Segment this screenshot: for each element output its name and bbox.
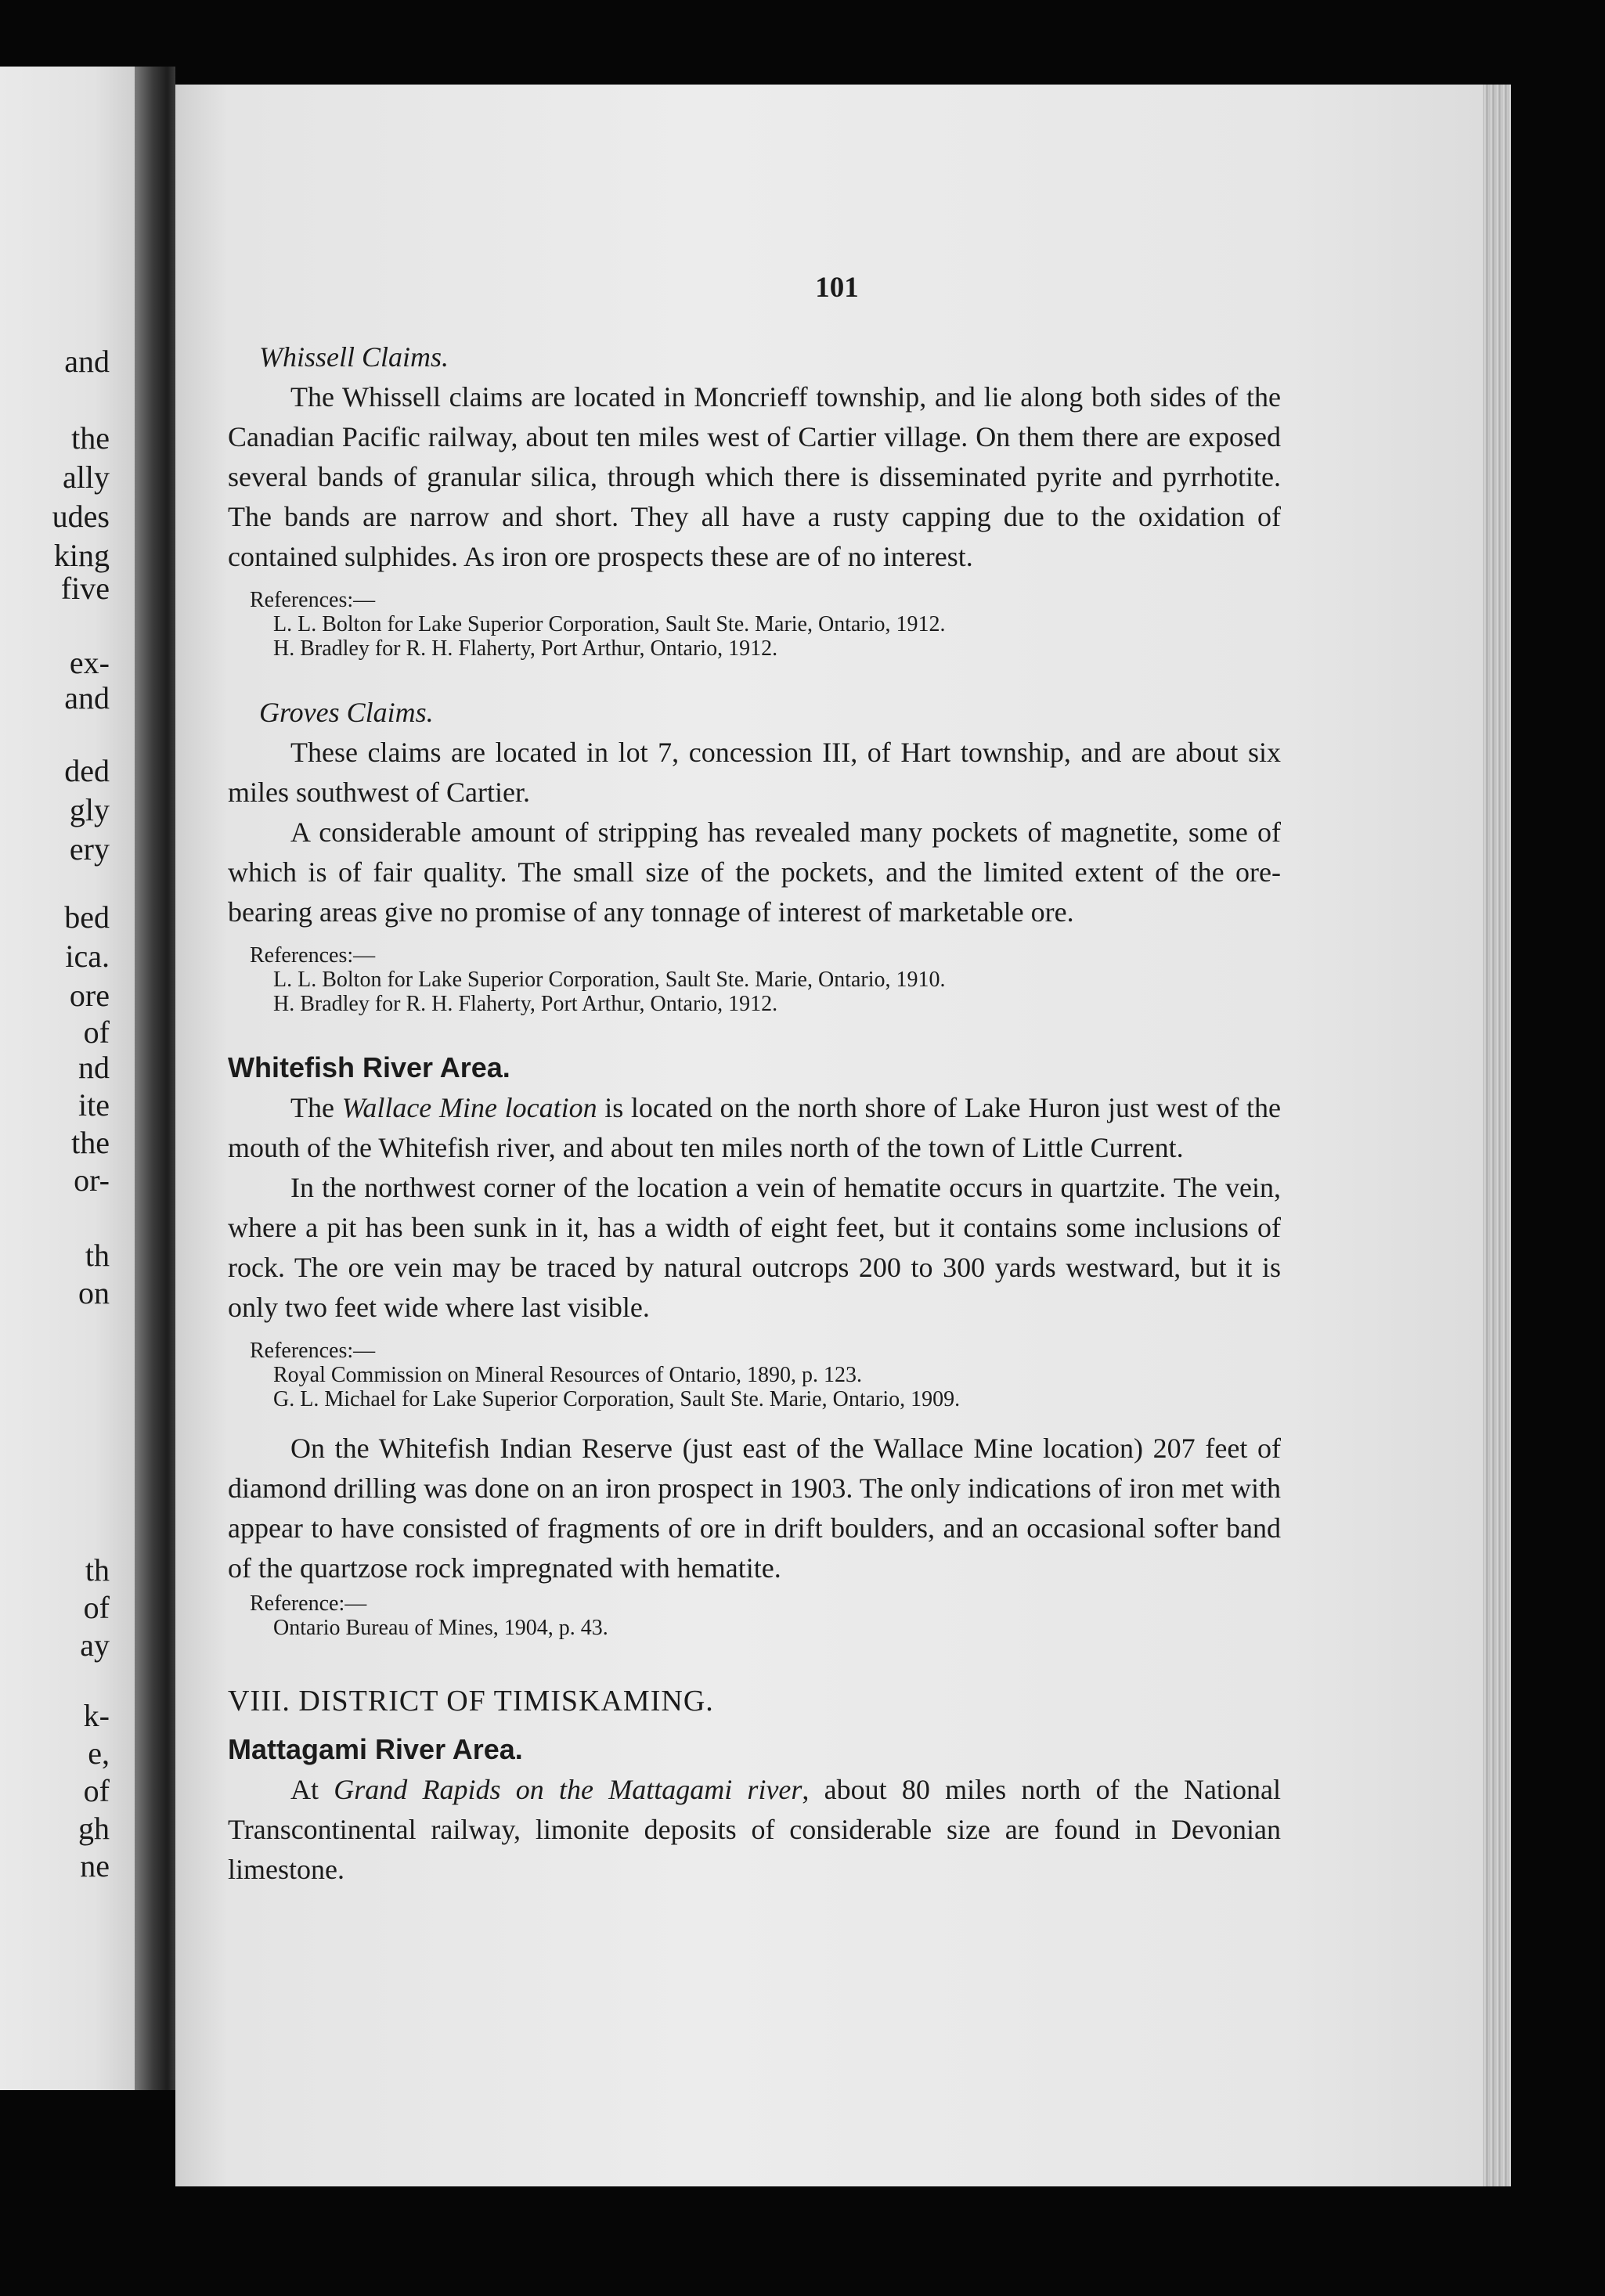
reference-item: Ontario Bureau of Mines, 1904, p. 43.: [273, 1616, 608, 1640]
groves-paragraph: A considerable amount of stripping has revealed many pockets of magnetite, some of which is of fair quality. The small size of the pockets, and the limited extent of the ore-bearing areas give no promise of any tonnage of interest of marketable ore.: [228, 816, 1281, 928]
left-fragment: ex-: [69, 645, 110, 680]
left-fragment: gly: [69, 792, 110, 827]
left-fragment: the: [71, 1125, 110, 1160]
left-fragment: on: [78, 1275, 110, 1310]
left-fragment: and: [64, 344, 110, 379]
page-number: 101: [815, 272, 859, 304]
left-fragment: th: [85, 1552, 110, 1588]
left-fragment: k-: [83, 1698, 110, 1733]
left-fragment: of: [83, 1015, 110, 1050]
left-fragment: of: [83, 1773, 110, 1808]
page-edge: [1483, 85, 1511, 2186]
left-fragment: ite: [78, 1087, 110, 1123]
left-fragment: e,: [88, 1736, 110, 1771]
references-label: References:—: [250, 1339, 376, 1363]
left-fragment: ore: [69, 978, 110, 1013]
references-label: References:—: [250, 588, 376, 612]
whitefish-reference: [250, 1591, 1281, 1640]
left-fragment: ne: [80, 1848, 110, 1883]
left-fragment: nd: [78, 1050, 110, 1085]
reference-label: Reference:—: [250, 1591, 367, 1616]
whitefish-paragraph: [228, 1088, 1281, 1168]
right-page: [175, 85, 1483, 2186]
text-run: is located on the north shore of Lake Huron just west of the mouth of the Whitefish river, and about ten miles north of the town of Little Current.: [228, 1092, 1282, 1163]
groves-references: [250, 943, 1281, 1016]
text-run: The: [290, 1092, 342, 1123]
groves-paragraph: These claims are located in lot 7, concession III, of Hart township, and are about six miles southwest of Cartier.: [228, 737, 1281, 808]
left-fragment: king: [53, 538, 110, 573]
left-fragment: ica.: [65, 939, 110, 974]
whissell-paragraph: The Whissell claims are located in Moncrieff township, and lie along both sides of the Canadian Pacific railway, about ten miles west of Cartier village. On them there are exposed several bands of granular silica, through which there is disseminated pyrite and pyrrhotite. The bands are narrow and short. They all have a rusty capping due to the oxidation of contained sulphides. As iron ore prospects these are of no interest.: [228, 381, 1281, 572]
left-fragment: of: [83, 1590, 110, 1625]
whitefish-heading: Whitefish River Area.: [228, 1051, 510, 1083]
whitefish-paragraph: On the Whitefish Indian Reserve (just east of the Wallace Mine location) 207 feet of diamond drilling was done on an iron prospect in 1903. The only indications of iron met with appear to have consisted of fragments of ore in drift boulders, and an occasional softer band of the quartzose rock impregnated with hematite.: [228, 1433, 1281, 1584]
left-fragment: ery: [69, 831, 110, 867]
mattagami-paragraph: [228, 1770, 1281, 1890]
left-fragment: th: [85, 1238, 110, 1273]
left-fragment: ally: [63, 460, 110, 495]
left-fragment: ded: [64, 753, 110, 788]
reference-item: G. L. Michael for Lake Superior Corporation, Sault Ste. Marie, Ontario, 1909.: [273, 1387, 961, 1411]
district-heading: VIII. DISTRICT OF TIMISKAMING.: [228, 1685, 714, 1717]
page-content: [228, 337, 1281, 1890]
reference-item: L. L. Bolton for Lake Superior Corporation, Sault Ste. Marie, Ontario, 1912.: [273, 612, 946, 636]
left-fragment: udes: [52, 499, 110, 534]
whitefish-paragraph: In the northwest corner of the location a vein of hematite occurs in quartzite. The vein, where a pit has been sunk in it, has a width of eight feet, but it contains some inclusions of rock. The ore vein may be traced by natural outcrops 200 to 300 yards westward, but it is only two feet wide where last visible.: [228, 1172, 1281, 1323]
reference-item: L. L. Bolton for Lake Superior Corporation, Sault Ste. Marie, Ontario, 1910.: [273, 968, 946, 992]
reference-item: Royal Commission on Mineral Resources of Ontario, 1890, p. 123.: [273, 1363, 863, 1387]
text-run: , about 80 miles north of the National Transcontinental railway, limonite deposits of considerable size are found in Devonian limestone.: [228, 1774, 1281, 1885]
left-fragment: or-: [74, 1162, 110, 1198]
whissell-references: [250, 588, 1281, 661]
left-fragment: and: [64, 680, 110, 715]
left-fragment: bed: [64, 899, 110, 935]
references-label: References:—: [250, 943, 376, 968]
text-run: At: [290, 1774, 334, 1805]
whissell-heading: Whissell Claims.: [259, 341, 449, 373]
groves-heading: Groves Claims.: [259, 697, 434, 728]
left-fragment: gh: [78, 1811, 110, 1846]
left-fragment: five: [60, 571, 110, 606]
italic-text-run: Wallace Mine location: [341, 1092, 597, 1123]
reference-item: H. Bradley for R. H. Flaherty, Port Arthur, Ontario, 1912.: [273, 636, 778, 661]
italic-text-run: Grand Rapids on the Mattagami river: [334, 1774, 802, 1805]
left-fragment: ay: [80, 1627, 110, 1663]
left-fragment: the: [71, 420, 110, 456]
whitefish-references: [250, 1339, 1281, 1411]
mattagami-heading: Mattagami River Area.: [228, 1733, 523, 1765]
book-gutter: [135, 67, 175, 2090]
reference-item: H. Bradley for R. H. Flaherty, Port Arthur, Ontario, 1912.: [273, 992, 778, 1016]
